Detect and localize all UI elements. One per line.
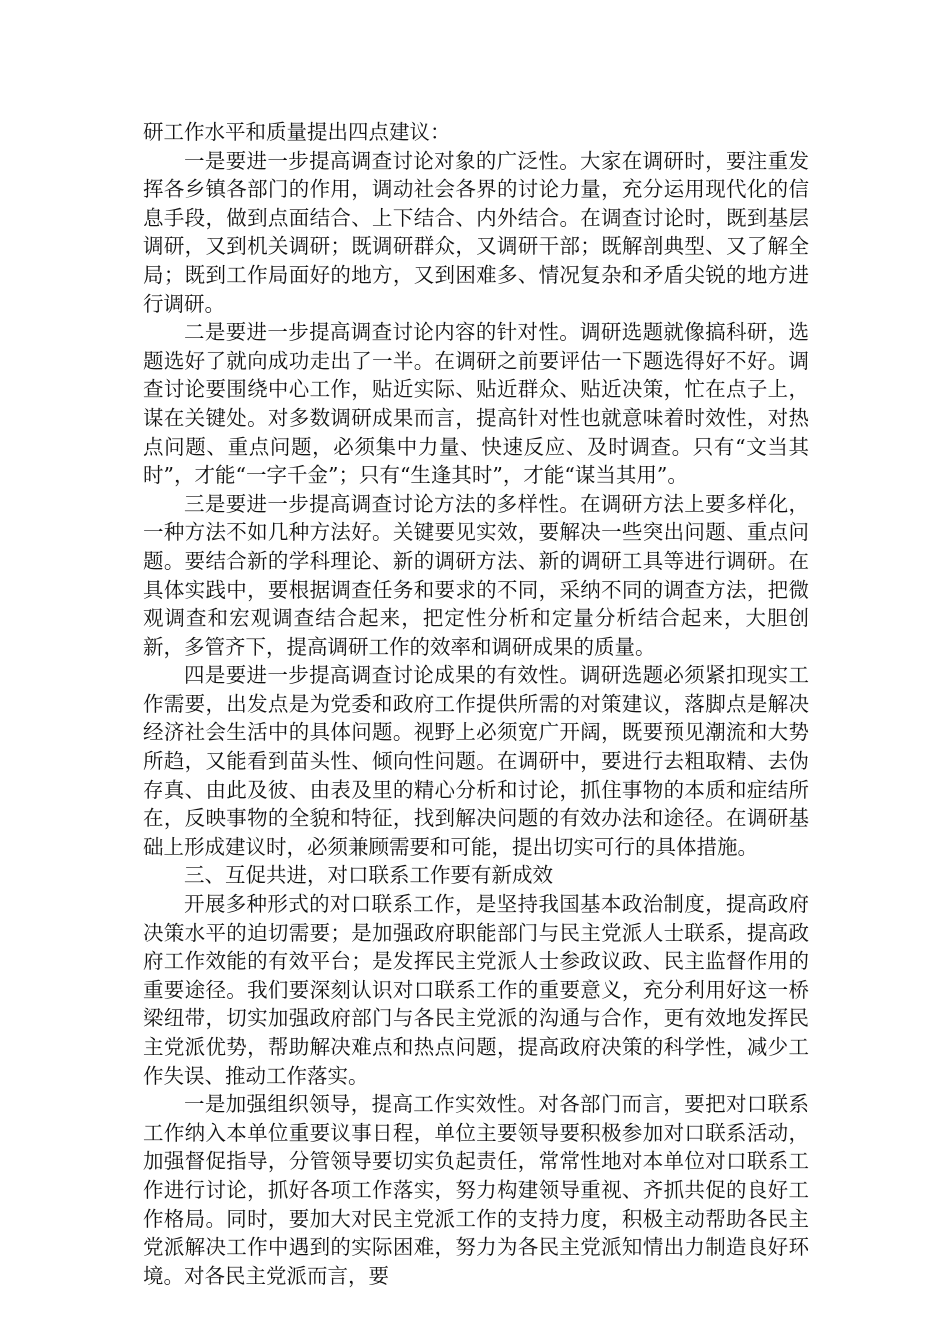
paragraph-section-3-point-1: 一是加强组织领导，提高工作实效性。对各部门而言，要把对口联系工作纳入本单位重要议事日程，单位主要领导要积极参加对口联系活动，加强督促指导，分管领导要切实负起责任，常常性地对本单位对口联系工作进行讨论，抓好各项工作落实，努力构建领导重视、齐抓共促的良好工作格局。同时，要加大对民主党派工作的支持力度，积极主动帮助各民主党派解决工作中遇到的实际困难，努力为各民主党派知情出力制造良好环境。对各民主党派而言，要	[143, 1092, 809, 1288]
paragraph-suggestion-4: 四是要进一步提高调查讨论成果的有效性。调研选题必须紧扣现实工作需要，出发点是为党委和政府工作提供所需的对策建议，落脚点是解决经济社会生活中的具体问题。视野上必须宽广开阔，既要预见潮流和大势所趋，又能看到苗头性、倾向性问题。在调研中，要进行去粗取精、去伪存真、由此及彼、由表及里的精心分析和讨论，抓住事物的本质和症结所在，反映事物的全貌和特征，找到解决问题的有效办法和途径。在调研基础上形成建议时，必须兼顾需要和可能，提出切实可行的具体措施。	[143, 663, 809, 859]
paragraph-section-3-intro: 开展多种形式的对口联系工作，是坚持我国基本政治制度，提高政府决策水平的迫切需要；是加强政府职能部门与民主党派人士联系，提高政府工作效能的有效平台；是发挥民主党派人士参政议政、民主监督作用的重要途径。我们要深刻认识对口联系工作的重要意义，充分利用好这一桥梁纽带，切实加强政府部门与各民主党派的沟通与合作，更有效地发挥民主党派优势，帮助解决难点和热点问题，提高政府决策的科学性，减少工作失误、推动工作落实。	[143, 892, 809, 1088]
paragraph-intro-continuation: 研工作水平和质量提出四点建议：	[143, 120, 451, 144]
section-heading-3: 三、互促共进，对口联系工作要有新成效	[184, 863, 553, 888]
paragraph-suggestion-3: 三是要进一步提高调查讨论方法的多样性。在调研方法上要多样化，一种方法不如几种方法好。关键要见实效，要解决一些突出问题、重点问题。要结合新的学科理论、新的调研方法、新的调研工具等进行调研。在具体实践中，要根据调查任务和要求的不同，采纳不同的调查方法，把微观调查和宏观调查结合起来，把定性分析和定量分析结合起来，大胆创新，多管齐下，提高调研工作的效率和调研成果的质量。	[143, 491, 809, 659]
document-body	[143, 118, 809, 1290]
paragraph-suggestion-2: 二是要进一步提高调查讨论内容的针对性。调研选题就像搞科研，选题选好了就向成功走出了一半。在调研之前要评估一下题选得好不好。调查讨论要围绕中心工作，贴近实际、贴近群众、贴近决策，忙在点子上，谋在关键处。对多数调研成果而言，提高针对性也就意味着时效性，对热点问题、重点问题，必须集中力量、快速反应、及时调查。只有“文当其时”，才能“一字千金”；只有“生逢其时”，才能“谋当其用”。	[143, 320, 809, 488]
paragraph-suggestion-1: 一是要进一步提高调查讨论对象的广泛性。大家在调研时，要注重发挥各乡镇各部门的作用，调动社会各界的讨论力量，充分运用现代化的信息手段，做到点面结合、上下结合、内外结合。在调查讨论时，既到基层调研，又到机关调研；既调研群众，又调研干部；既解剖典型、又了解全局；既到工作局面好的地方，又到困难多、情况复杂和矛盾尖锐的地方进行调研。	[143, 148, 809, 316]
